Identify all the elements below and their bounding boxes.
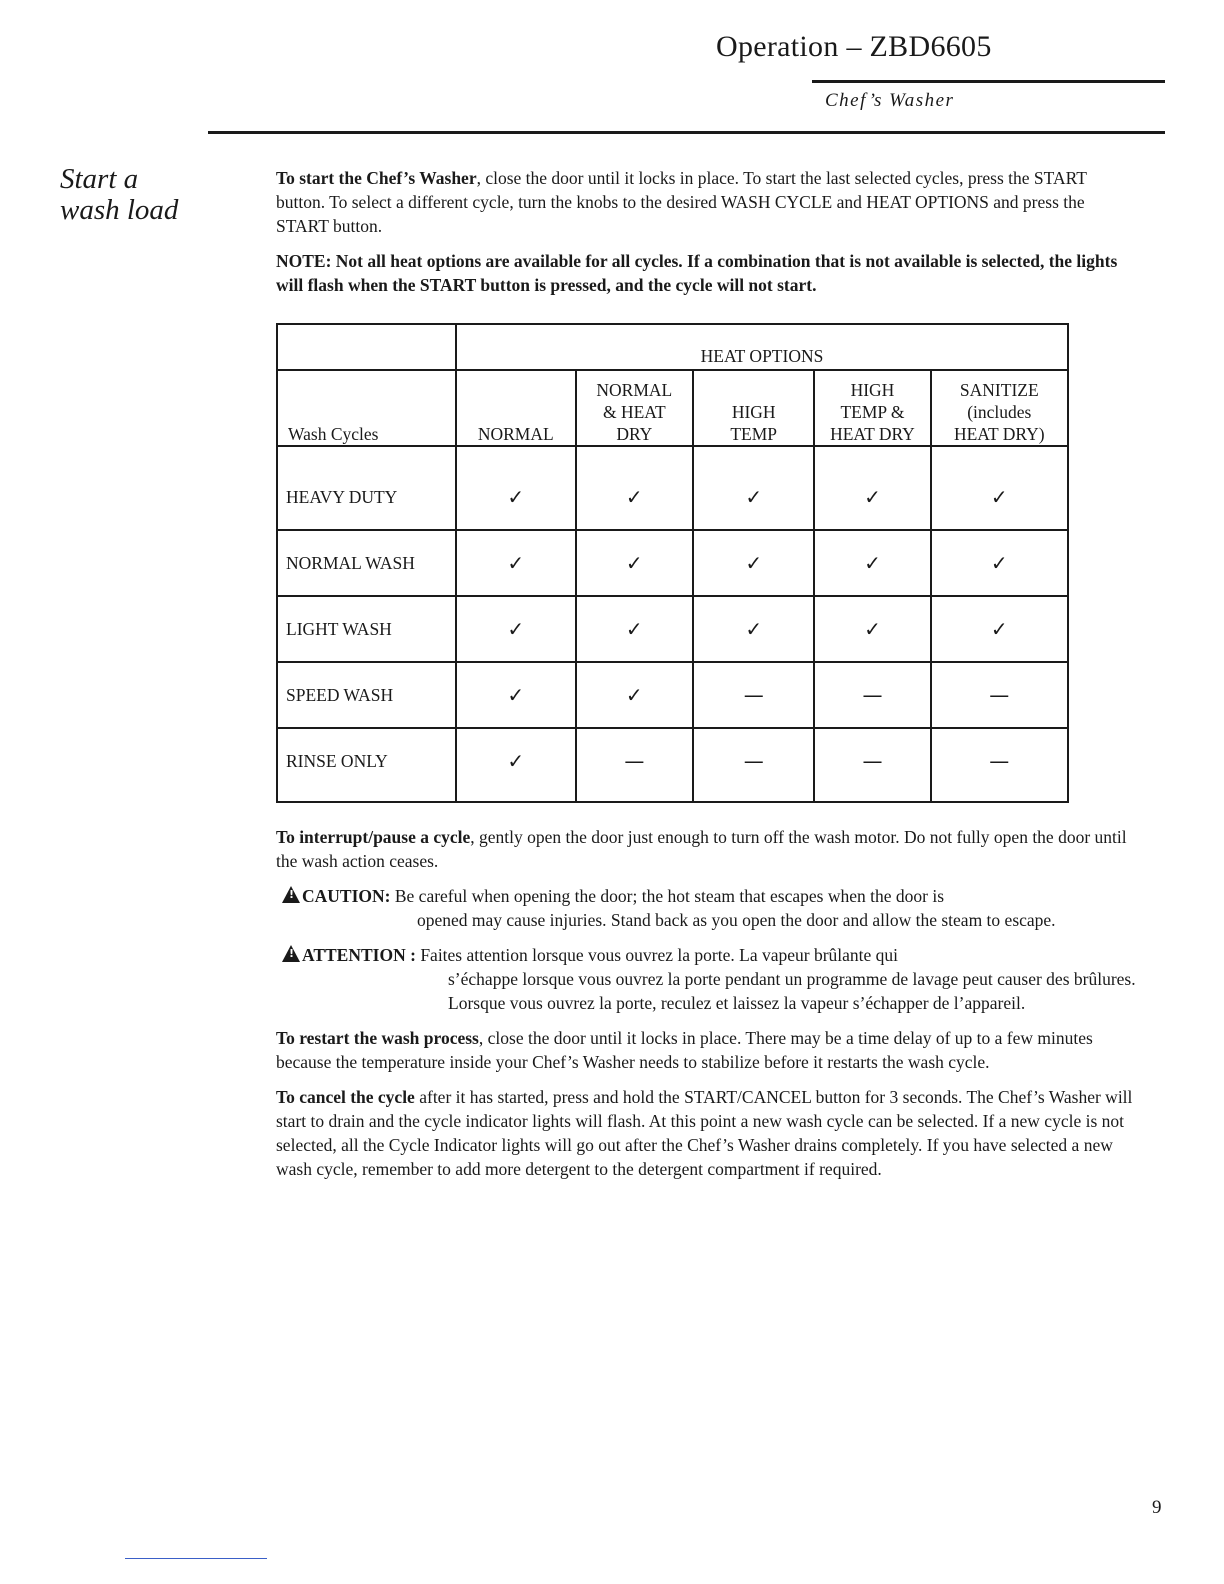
cancel-lead: To cancel the cycle (276, 1087, 415, 1107)
option-mark: ✓ (576, 662, 694, 728)
section-title (60, 164, 230, 226)
col-header: SANITIZE (includes HEAT DRY) (931, 370, 1068, 446)
restart-lead: To restart the wash process (276, 1028, 479, 1048)
cycle-name: LIGHT WASH (277, 596, 456, 662)
option-mark: ✓ (576, 530, 694, 596)
col-header: NORMAL & HEAT DRY (576, 370, 694, 446)
option-mark: ✓ (931, 446, 1068, 530)
table-row (277, 530, 1068, 596)
table-row (277, 446, 1068, 530)
section-rule (208, 131, 1165, 134)
interrupt-lead: To interrupt/pause a cycle (276, 827, 471, 847)
restart-text: , close the door until it locks in place. There may be a time delay of up to a few minutes because the temperature inside your Chef’s Washer needs to stabilize before it restarts the wash cycle. (276, 1028, 1093, 1072)
option-mark: — (931, 662, 1068, 728)
header-subtitle: Chef’s Washer (825, 90, 955, 111)
option-mark: ✓ (456, 728, 576, 802)
attention-text-rest: s’échappe lorsque vous ouvrez la porte pendant un programme de lavage peut causer des brûlures. Lorsque vous ouvrez la porte, reculez et laissez la vapeur s’échapper de l’appareil. (448, 969, 1136, 1013)
cycle-name: NORMAL WASH (277, 530, 456, 596)
col-header: HIGH TEMP (693, 370, 814, 446)
section-title-line1: Start a (60, 163, 139, 195)
cycle-name: SPEED WASH (277, 662, 456, 728)
option-mark: — (931, 728, 1068, 802)
cycle-name: HEAVY DUTY (277, 446, 456, 530)
option-mark: — (576, 728, 694, 802)
caution-label: CAUTION: (302, 886, 391, 906)
footer-line (125, 1558, 267, 1559)
intro-paragraph (276, 166, 1136, 238)
attention-label: ATTENTION : (302, 945, 416, 965)
table-row (277, 728, 1068, 802)
intro-lead: To start the Chef’s Washer (276, 168, 477, 188)
option-mark: ✓ (456, 530, 576, 596)
heat-options-table (276, 323, 1069, 803)
interrupt-text: , gently open the door just enough to turn off the wash motor. Do not fully open the door until the wash action ceases. (276, 827, 1127, 871)
heat-options-header: HEAT OPTIONS (456, 324, 1068, 370)
option-mark: ✓ (456, 446, 576, 530)
restart-paragraph (276, 1026, 1136, 1074)
option-mark: ✓ (814, 530, 930, 596)
option-mark: ✓ (693, 530, 814, 596)
option-mark: ✓ (814, 596, 930, 662)
wash-cycles-header: Wash Cycles (277, 370, 456, 446)
col-header: HIGH TEMP & HEAT DRY (814, 370, 930, 446)
option-mark: ✓ (693, 446, 814, 530)
section-title-line2: wash load (60, 194, 179, 226)
option-mark: — (693, 728, 814, 802)
option-mark: ✓ (931, 596, 1068, 662)
col-header: NORMAL (456, 370, 576, 446)
option-mark: ✓ (456, 596, 576, 662)
main-content (276, 166, 1136, 1192)
note-paragraph: NOTE: Not all heat options are available for all cycles. If a combination that is not available is selected, the lights will flash when the START button is pressed, and the cycle will not start. (276, 251, 1118, 295)
caution-notice (282, 884, 1136, 932)
option-mark: ✓ (931, 530, 1068, 596)
header-rule (812, 80, 1165, 83)
warning-icon (282, 886, 300, 903)
table-row (277, 662, 1068, 728)
caution-text-first: Be careful when opening the door; the hot steam that escapes when the door is (390, 886, 944, 906)
intro-text: , close the door until it locks in place. To start the last selected cycles, press the START button. To select a different cycle, turn the knobs to the desired WASH CYCLE and HEAT OPTIONS and press the START button. (276, 168, 1087, 236)
header-title: Operation – ZBD6605 (716, 30, 992, 63)
warning-icon (282, 945, 300, 962)
interrupt-paragraph (276, 825, 1136, 873)
cancel-paragraph (276, 1085, 1136, 1181)
attention-text-first: Faites attention lorsque vous ouvrez la porte. La vapeur brûlante qui (415, 945, 899, 965)
option-mark: ✓ (693, 596, 814, 662)
option-mark: — (693, 662, 814, 728)
page-number: 9 (1152, 1497, 1162, 1518)
cycle-name: RINSE ONLY (277, 728, 456, 802)
option-mark: — (814, 728, 930, 802)
cancel-text: after it has started, press and hold the START/CANCEL button for 3 seconds. The Chef’s Washer will start to drain and the cycle indicator lights will flash. At this point a new wash cycle can be selected. If a new cycle is not selected, all the Cycle Indicator lights will go out after the Chef’s Washer drains completely. If you have selected a new wash cycle, remember to add more detergent to the detergent compartment if required. (276, 1087, 1133, 1179)
option-mark: ✓ (576, 596, 694, 662)
table-row (277, 596, 1068, 662)
table-corner-cell (277, 324, 456, 370)
attention-notice (282, 943, 1136, 1015)
option-mark: ✓ (814, 446, 930, 530)
option-mark: — (814, 662, 930, 728)
option-mark: ✓ (576, 446, 694, 530)
option-mark: ✓ (456, 662, 576, 728)
caution-text-rest: opened may cause injuries. Stand back as you open the door and allow the steam to escape. (417, 910, 1056, 930)
